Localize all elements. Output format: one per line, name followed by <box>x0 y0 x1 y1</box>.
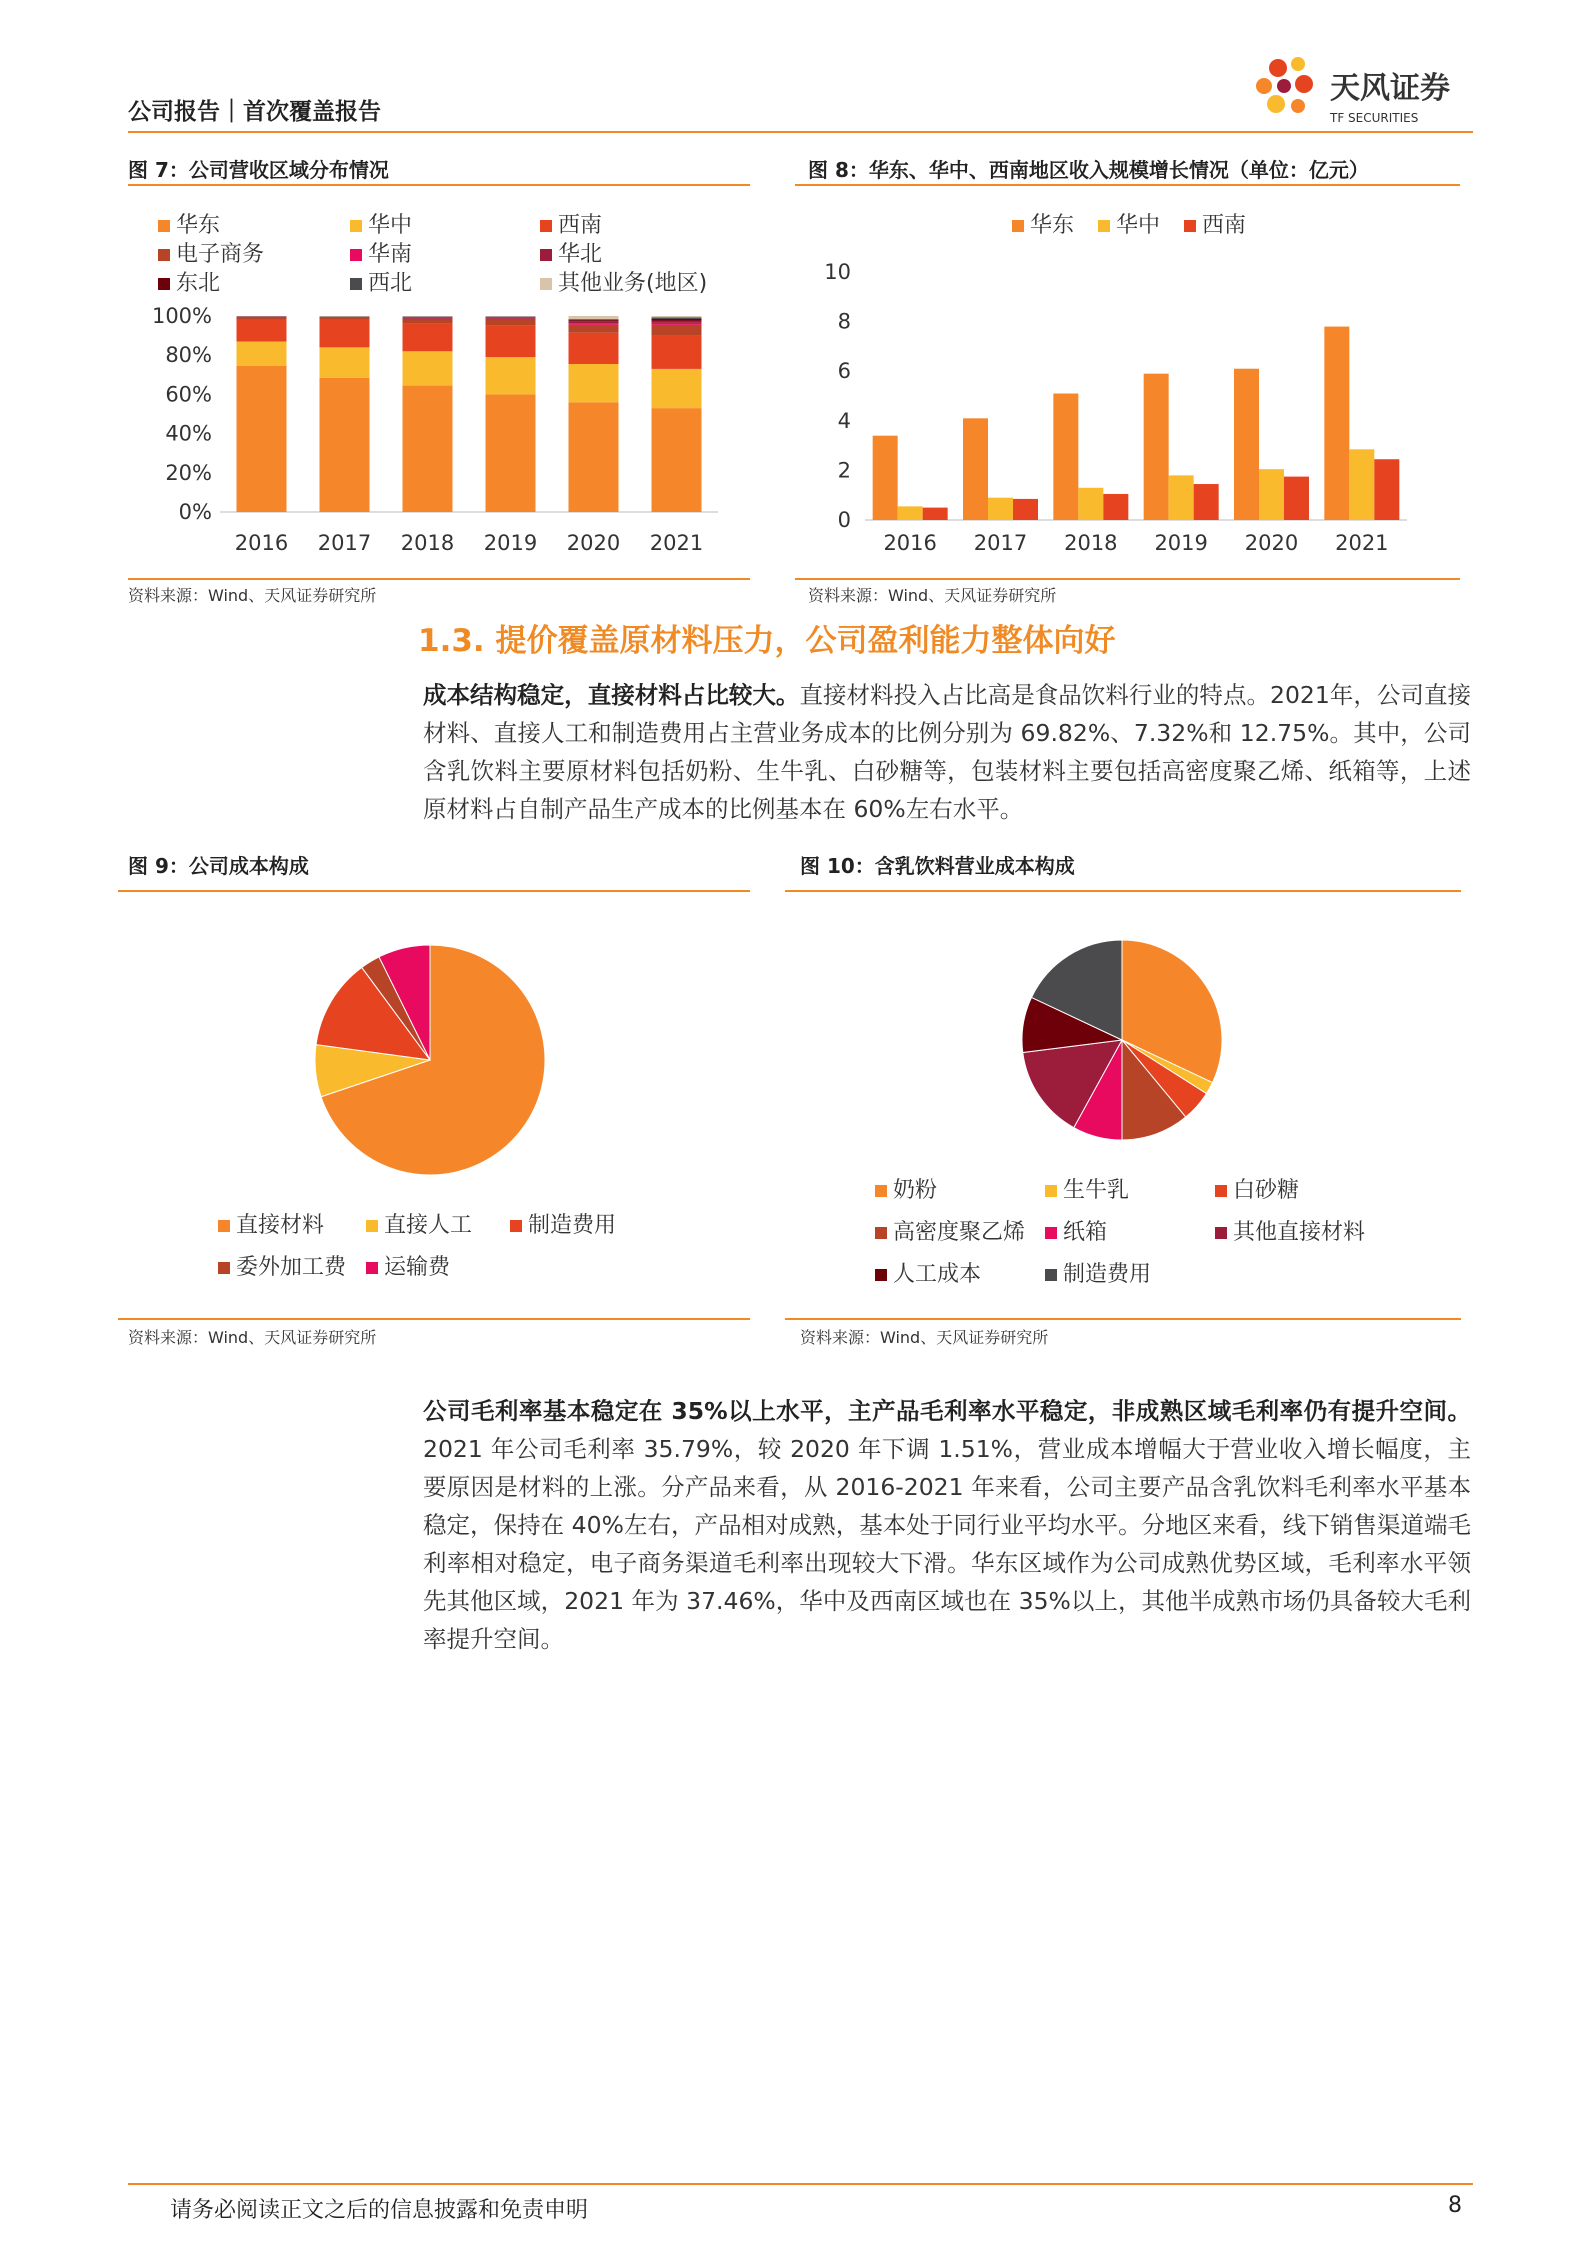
bar-segment <box>403 317 453 318</box>
bar-segment <box>652 316 702 317</box>
footer-disclaimer: 请务必阅读正文之后的信息披露和免责申明 <box>170 2198 589 2223</box>
fig7-chart <box>128 300 750 570</box>
fig10-pie-chart <box>1012 930 1232 1150</box>
legend-label: 制造费用 <box>528 1213 617 1238</box>
bar-segment <box>652 317 702 319</box>
legend-swatch <box>366 1262 378 1274</box>
y-tick-label: 0% <box>178 500 212 524</box>
bar-segment <box>569 323 619 325</box>
bar-segment <box>403 319 453 320</box>
legend-swatch <box>218 1262 230 1274</box>
bar-segment <box>403 316 453 317</box>
legend-label: 纸箱 <box>1063 1220 1108 1245</box>
y-tick-label: 6 <box>837 359 851 384</box>
bar-segment <box>652 408 702 512</box>
legend-label: 白砂糖 <box>1233 1178 1300 1203</box>
y-tick-label: 40% <box>165 421 212 446</box>
section-title: 1.3. 提价覆盖原材料压力，公司盈利能力整体向好 <box>418 623 1116 659</box>
fig8-bottom-line <box>795 578 1460 580</box>
legend-swatch <box>350 220 362 232</box>
fig8-top-line <box>795 184 1460 186</box>
fig10-legend-item <box>1045 1173 1129 1204</box>
bar-segment <box>320 317 370 318</box>
logo-cn-text: 天风证券 <box>1330 71 1450 106</box>
bar-segment <box>569 333 619 364</box>
bar <box>1013 499 1038 520</box>
fig7-legend-item <box>540 208 602 239</box>
bar <box>1169 475 1194 520</box>
fig9-legend-item <box>366 1208 472 1239</box>
x-tick-label: 2016 <box>883 531 937 555</box>
legend-swatch <box>1215 1185 1227 1197</box>
bar <box>1078 488 1103 520</box>
bar-segment <box>652 369 702 408</box>
legend-swatch <box>540 278 552 290</box>
bar-segment <box>320 347 370 377</box>
legend-swatch <box>158 249 170 261</box>
bar <box>1374 459 1399 520</box>
page-number: 8 <box>1448 2193 1462 2218</box>
fig10-legend-item <box>1045 1215 1107 1246</box>
fig7-caption: 图 7：公司营收区域分布情况 <box>128 158 389 182</box>
fig10-legend-item <box>1045 1257 1151 1288</box>
bar <box>1103 494 1128 520</box>
fig9-pie-chart <box>300 930 560 1190</box>
bar <box>1234 369 1259 520</box>
legend-label: 运输费 <box>384 1255 451 1280</box>
bar <box>898 506 923 520</box>
bar-segment <box>569 325 619 333</box>
legend-label: 其他直接材料 <box>1233 1220 1366 1245</box>
legend-swatch <box>875 1269 887 1281</box>
bar-segment <box>320 318 370 320</box>
legend-label: 生牛乳 <box>1063 1178 1130 1203</box>
legend-label: 奶粉 <box>893 1178 938 1203</box>
legend-swatch <box>366 1220 378 1232</box>
bar-segment <box>486 394 536 512</box>
legend-label: 直接人工 <box>384 1213 473 1238</box>
bar-segment <box>486 357 536 394</box>
fig10-legend-item <box>1215 1215 1365 1246</box>
legend-swatch <box>510 1220 522 1232</box>
fig9-legend-item <box>366 1250 450 1281</box>
fig10-legend-item <box>875 1173 937 1204</box>
paragraph-cost-structure <box>423 676 1471 828</box>
y-tick-label: 60% <box>165 382 212 407</box>
legend-swatch <box>1045 1185 1057 1197</box>
bar-segment <box>569 321 619 323</box>
bar-segment <box>237 341 287 365</box>
bar-segment <box>486 317 536 318</box>
legend-swatch <box>1098 220 1110 232</box>
y-tick-label: 100% <box>151 304 212 328</box>
header-divider <box>128 131 1473 133</box>
bar-segment <box>486 316 536 317</box>
fig9-legend <box>218 1208 698 1278</box>
fig9-source: 资料来源：Wind、天风证券研究所 <box>128 1328 377 1347</box>
bar <box>1284 477 1309 520</box>
bar <box>1324 327 1349 520</box>
legend-swatch <box>158 278 170 290</box>
bar <box>1144 374 1169 520</box>
legend-label: 制造费用 <box>1063 1262 1152 1287</box>
legend-swatch <box>158 220 170 232</box>
y-tick-label: 80% <box>165 343 212 368</box>
fig9-legend-item <box>218 1250 346 1281</box>
fig8-caption: 图 8：华东、华中、西南地区收入规模增长情况（单位：亿元） <box>808 158 1369 182</box>
bar-segment <box>237 318 287 320</box>
fig7-legend-item <box>540 237 602 268</box>
legend-label: 高密度聚乙烯 <box>893 1220 1026 1245</box>
bar-segment <box>403 318 453 319</box>
fig10-legend-item <box>875 1257 981 1288</box>
bar-segment <box>652 319 702 321</box>
bar <box>1194 484 1219 520</box>
bar-segment <box>569 316 619 319</box>
fig10-legend-item <box>1215 1173 1299 1204</box>
fig9-top-line <box>118 890 750 892</box>
legend-swatch <box>1184 220 1196 232</box>
bar-segment <box>486 317 536 318</box>
bar-segment <box>320 378 370 512</box>
fig8-chart <box>795 250 1460 570</box>
bar <box>1053 394 1078 520</box>
fig7-legend-item <box>540 266 707 297</box>
bar <box>1259 469 1284 520</box>
fig8-legend-item <box>1098 208 1160 239</box>
legend-swatch <box>1215 1227 1227 1239</box>
fig8-legend <box>1012 208 1312 238</box>
x-tick-label: 2018 <box>1064 531 1118 555</box>
y-tick-label: 8 <box>837 309 851 334</box>
y-tick-label: 10 <box>824 260 851 284</box>
bar <box>988 498 1013 520</box>
y-tick-label: 20% <box>165 460 212 485</box>
legend-swatch <box>875 1227 887 1239</box>
legend-swatch <box>1012 220 1024 232</box>
fig10-bottom-line <box>785 1318 1461 1320</box>
paragraph-gross-margin <box>423 1392 1471 1658</box>
logo-en-text: TF SECURITIES <box>1330 111 1419 125</box>
fig7-legend-item <box>350 208 412 239</box>
bar-segment <box>652 325 702 336</box>
x-tick-label: 2017 <box>317 531 372 555</box>
fig7-source: 资料来源：Wind、天风证券研究所 <box>128 586 377 605</box>
legend-label: 其他业务(地区) <box>558 271 708 296</box>
bar-segment <box>237 366 287 512</box>
bar-segment <box>652 336 702 369</box>
fig10-source: 资料来源：Wind、天风证券研究所 <box>800 1328 1049 1347</box>
x-tick-label: 2021 <box>649 531 704 555</box>
bar-segment <box>237 320 287 342</box>
bar-segment <box>569 320 619 321</box>
x-tick-label: 2021 <box>1335 531 1389 555</box>
bar <box>963 418 988 520</box>
bar-segment <box>403 386 453 512</box>
fig8-legend-item <box>1184 208 1246 239</box>
fig9-bottom-line <box>118 1318 750 1320</box>
legend-label: 直接材料 <box>236 1213 325 1238</box>
legend-label: 华中 <box>368 213 413 238</box>
bar <box>923 508 948 520</box>
bar-segment <box>486 319 536 320</box>
fig9-legend-item <box>510 1208 616 1239</box>
legend-swatch <box>875 1185 887 1197</box>
legend-swatch <box>540 249 552 261</box>
tf-securities-logo <box>1248 52 1478 132</box>
fig7-legend-item <box>350 266 412 297</box>
x-tick-label: 2020 <box>1244 531 1299 555</box>
bar-segment <box>403 351 453 385</box>
fig10-legend <box>875 1173 1415 1293</box>
legend-label: 华中 <box>1116 213 1161 238</box>
fig7-legend-item <box>158 237 264 268</box>
legend-swatch <box>1045 1269 1057 1281</box>
fig10-top-line <box>785 890 1461 892</box>
legend-swatch <box>540 220 552 232</box>
legend-label: 华东 <box>176 213 221 238</box>
fig7-legend-item <box>158 266 220 297</box>
legend-label: 西北 <box>368 271 413 296</box>
fig7-top-line <box>128 184 750 186</box>
fig8-source: 资料来源：Wind、天风证券研究所 <box>808 586 1057 605</box>
x-tick-label: 2016 <box>234 531 289 555</box>
fig10-legend-item <box>875 1215 1025 1246</box>
legend-label: 西南 <box>1202 213 1247 238</box>
bar-segment <box>403 324 453 351</box>
legend-label: 东北 <box>176 271 221 296</box>
x-tick-label: 2017 <box>973 531 1028 555</box>
x-tick-label: 2020 <box>566 531 621 555</box>
fig7-bottom-line <box>128 578 750 580</box>
bar <box>1349 449 1374 520</box>
fig10-caption: 图 10：含乳饮料营业成本构成 <box>800 854 1075 878</box>
legend-label: 华东 <box>1030 213 1075 238</box>
bar-segment <box>403 320 453 324</box>
legend-swatch <box>1045 1227 1057 1239</box>
fig7-legend-item <box>350 237 412 268</box>
bar-segment <box>569 364 619 402</box>
paragraph-body: 2021 年公司毛利率 35.79%，较 2020 年下调 1.51%，营业成本增幅大于营业收入增长幅度，主要原因是材料的上涨。分产品来看，从 2016-2021 年来看，公司主要产品含乳饮料毛利率水平基本稳定，保持在 40%左右，产品相对成熟，基本处于同行业平均水平。分地区来看，线下销售渠道端毛利率相对稳定，电子商务渠道毛利率出现较大下滑。华东区域作为公司成熟优势区域，毛利率水平领先其他区域，2021 年为 37.46%，华中及西南区域也在 35%以上，其他半成熟市场仍具备较大毛利率提升空间。 <box>423 1435 1471 1653</box>
y-tick-label: 2 <box>837 458 851 483</box>
y-tick-label: 4 <box>837 408 851 433</box>
report-header-title: 公司报告｜首次覆盖报告 <box>128 99 381 125</box>
bar-segment <box>320 320 370 347</box>
legend-label: 电子商务 <box>176 242 265 267</box>
bar-segment <box>403 317 453 318</box>
legend-label: 人工成本 <box>893 1262 982 1287</box>
x-tick-label: 2018 <box>400 531 455 555</box>
fig9-legend-item <box>218 1208 324 1239</box>
legend-swatch <box>350 278 362 290</box>
legend-label: 华南 <box>368 242 413 267</box>
paragraph-body: 直接材料投入占比高是食品饮料行业的特点。2021年，公司直接材料、直接人工和制造费用占主营业务成本的比例分别为 69.82%、7.32%和 12.75%。其中，公司含乳饮料主要原材料包括奶粉、生牛乳、白砂糖等，包装材料主要包括高密度聚乙烯、纸箱等，上述原材料占自制产品生产成本的比例基本在 60%左右水平。 <box>423 681 1471 823</box>
legend-label: 西南 <box>558 213 603 238</box>
bar-segment <box>652 323 702 325</box>
bar-segment <box>569 319 619 320</box>
bar-segment <box>486 318 536 319</box>
fig9-caption: 图 9：公司成本构成 <box>128 854 309 878</box>
bar-segment <box>569 402 619 512</box>
legend-swatch <box>218 1220 230 1232</box>
footer-divider <box>128 2183 1473 2185</box>
bar-segment <box>237 317 287 318</box>
x-tick-label: 2019 <box>483 531 538 555</box>
bar <box>873 436 898 520</box>
x-tick-label: 2019 <box>1154 531 1208 555</box>
flower-logo-icon <box>1248 52 1478 132</box>
fig8-legend-item <box>1012 208 1074 239</box>
fig7-legend-item <box>158 208 220 239</box>
legend-label: 华北 <box>558 242 603 267</box>
fig7-legend <box>158 208 738 298</box>
legend-swatch <box>350 249 362 261</box>
paragraph-lead: 成本结构稳定，直接材料占比较大。 <box>423 681 800 709</box>
legend-label: 委外加工费 <box>236 1255 347 1280</box>
bar-segment <box>486 320 536 326</box>
bar-segment <box>652 321 702 323</box>
bar-segment <box>486 326 536 357</box>
paragraph-lead: 公司毛利率基本稳定在 35%以上水平，主产品毛利率水平稳定，非成熟区域毛利率仍有提升空间。 <box>423 1397 1471 1425</box>
y-tick-label: 0 <box>837 508 851 532</box>
